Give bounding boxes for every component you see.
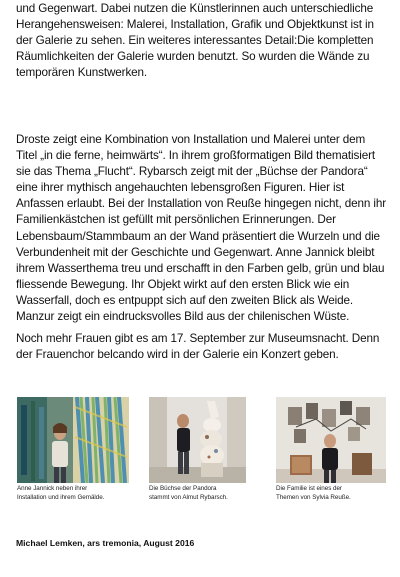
article-paragraph: Droste zeigt eine Kombination von Installation und Malerei unter dem Titel „in die ferne, heimwärts“. In ihrem großformatigen Bild thematisiert sie das Thema „Flucht“. Rybarsch zeigt mit der „Büchse der Pandora“ eine ihrer mythisch angehauchten lebensgroßen Figuren. Hier ist Anfassen erlaubt. Bei der Installation von Reuße hingegen nicht, denn ihr Familienkästchen ist gefüllt mit persönlichen Erinnerungen. Der Lebensbaum/Stammbaum an der Wand präsentiert die Wurzeln und die Verbundenheit mit der Geschichte und Gegenwart. Anne Jannick bleibt ihrem Wasserthema treu und erschafft in den Farben gelb, grün und blau fliessende Bewegung. Ihr Objekt wirkt auf den ersten Blick wie ein Wasserfall, doch es entpuppt sich auf den zweiten Blick als Weide. Manzur zeigt ein eindrucksvolles Bild aus der chilenischen Wüste. xyxy=(16,133,387,324)
article-paragraph: Noch mehr Frauen gibt es am 17. September zur Museumsnacht. Denn der Frauenchor belcando wird in der Galerie ein Konzert geben. xyxy=(16,332,380,362)
caption-line: Anne Jannick neben ihrer xyxy=(17,485,88,492)
caption-line: Installation und ihrem Gemälde. xyxy=(17,493,105,501)
photo-caption xyxy=(17,485,104,502)
article-paragraph: und Gegenwart. Dabei nutzen die Künstlerinnen auch unterschiedliche Herangehensweisen: Malerei, Installation, Grafik und Objektkunst ist in der Galerie zu sehen. Ein weiteres interessantes Detail:Die kompletten Räumlichkeiten der Galerie wurden benutzt. So wurden die Wände zu temporären Kunstwerken. xyxy=(16,2,374,80)
caption-line: Die Familie ist eines der xyxy=(276,485,342,492)
caption-line: Themen von Sylvia Reuße. xyxy=(276,493,351,501)
caption-line: stammt von Almut Rybarsch. xyxy=(149,493,228,501)
caption-line: Die Büchse der Pandora xyxy=(149,485,217,492)
photo-reusse-family xyxy=(276,397,386,483)
photo-caption xyxy=(276,485,351,502)
author-byline: Michael Lemken, ars tremonia, August 2016 xyxy=(16,538,195,548)
photo-pandora-sculpture xyxy=(149,397,246,483)
photo-caption xyxy=(149,485,228,502)
photo-jannick-installation xyxy=(17,397,129,483)
